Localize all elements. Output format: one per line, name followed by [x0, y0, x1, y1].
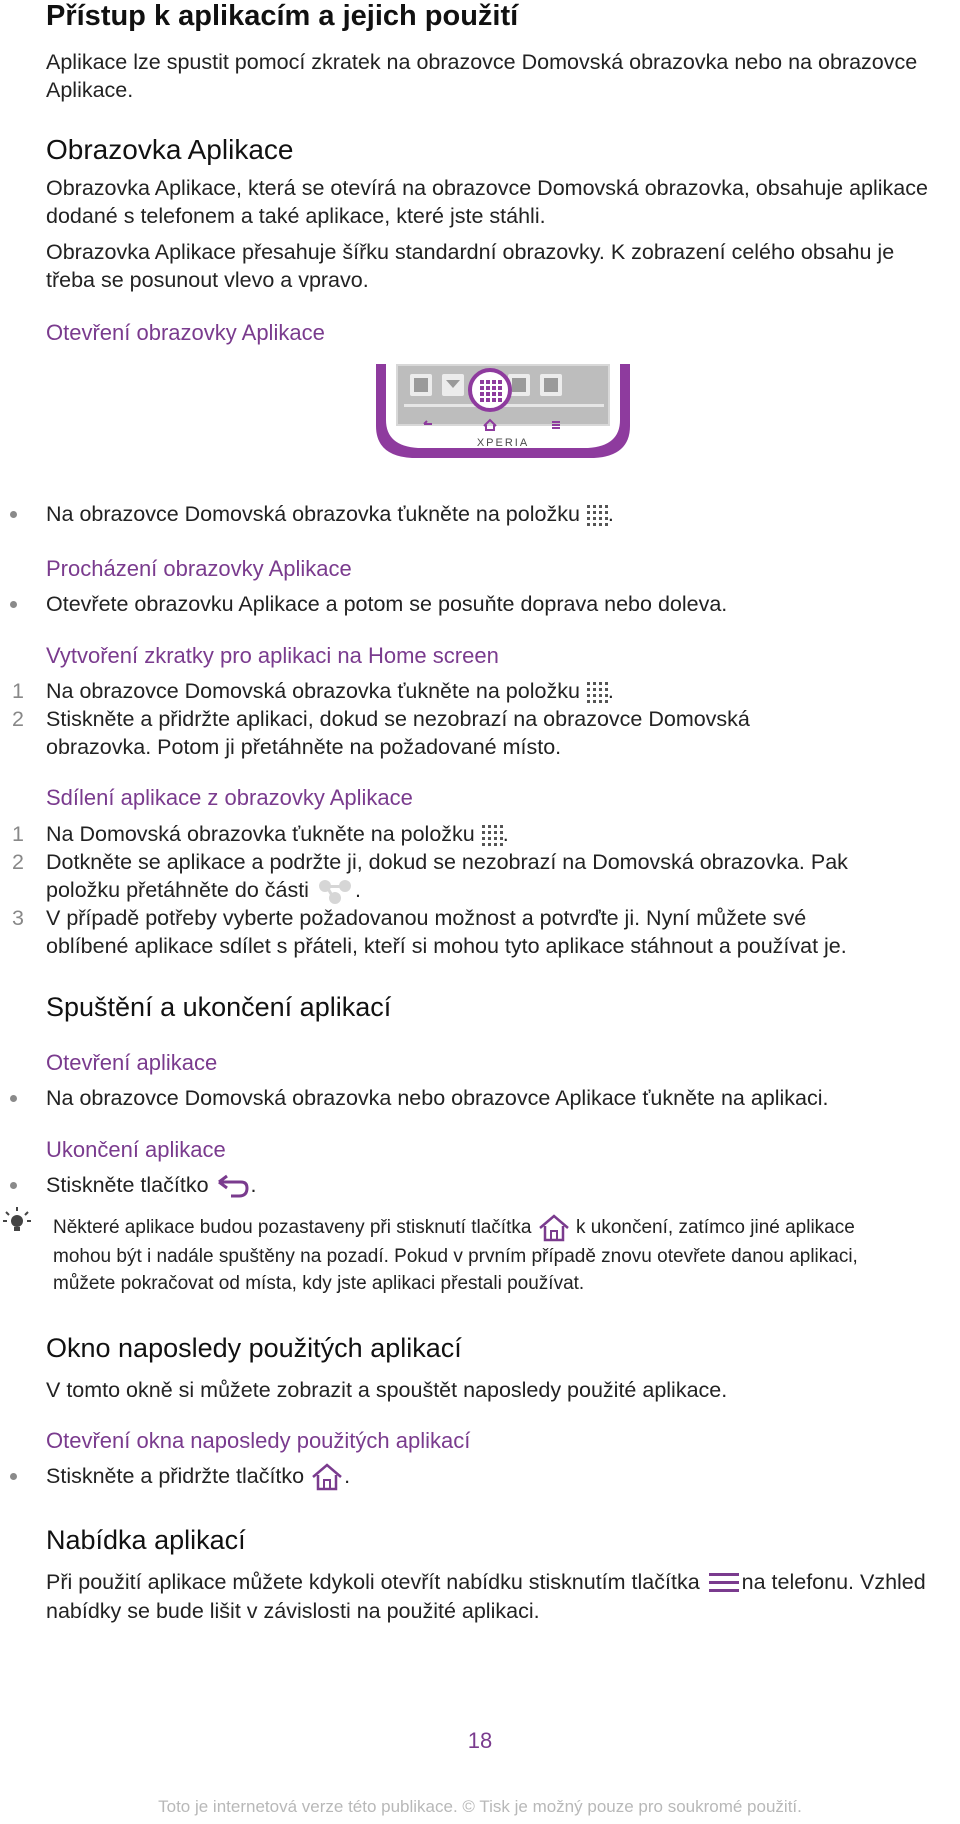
apps-grid-icon [481, 824, 503, 846]
open-app-subtitle: Otevření aplikace [46, 1050, 218, 1075]
section-intro: Aplikace lze spustit pomocí zkratek na obrazovce Domovská obrazovka nebo na obrazovce Aplikace. [46, 50, 918, 102]
home-icon [537, 1213, 571, 1243]
apps-grid-icon [586, 504, 608, 526]
recent-apps-desc: V tomto okně si můžete zobrazit a spouštět naposledy použité aplikace. [46, 1378, 728, 1402]
bullet [10, 1182, 17, 1189]
shortcut-step-1: 1 Na obrazovce Domovská obrazovka ťukněte na položku . [12, 679, 614, 703]
apps-screen-paragraph-2: Obrazovka Aplikace přesahuje šířku standardní obrazovky. K zobrazení celého obsahu je třeba se posunout vlevo a vpravo. [46, 240, 895, 292]
bullet [10, 601, 17, 608]
close-app-subtitle: Ukončení aplikace [46, 1137, 226, 1162]
phone-brand-label: XPERIA [476, 437, 530, 449]
phone-illustration [374, 364, 632, 474]
app-menu-title: Nabídka aplikací [46, 1525, 246, 1555]
home-icon [310, 1462, 344, 1492]
app-menu-paragraph: Při použití aplikace můžete kdykoli otevřít nabídku stisknutím tlačítka na telefonu. Vzhled nabídky se bude lišit v závislosti na použité aplikaci. [46, 1570, 926, 1624]
recent-apps-title: Okno naposledy použitých aplikací [46, 1333, 462, 1363]
open-apps-subtitle: Otevření obrazovky Aplikace [46, 320, 325, 345]
recent-apps-subtitle: Otevření okna naposledy použitých aplikací [46, 1428, 471, 1453]
menu-icon [706, 1569, 742, 1597]
bullet [10, 511, 17, 518]
share-icon [315, 876, 355, 906]
start-stop-title: Spuštění a ukončení aplikací [46, 992, 392, 1022]
tip-note: Některé aplikace budou pozastaveny při stisknutí tlačítka k ukončení, zatímco jiné aplikace mohou být i nadále spuštěny na pozadí. Pokud v prvním případě znovu otevřete danou aplikaci, můžete pokračovat od místa, kdy jste aplikaci přestali používat. [53, 1213, 953, 1297]
bullet [10, 1473, 17, 1480]
section-title-app-access: Přístup k aplikacím a jejich použití [46, 0, 519, 32]
share-step-3: 3 V případě potřeby vyberte požadovanou možnost a potvrďte ji. Nyní můžete své oblíbené aplikace sdílet s přáteli, kteří si mohou tyto aplikace stáhnout a používat je. [12, 906, 847, 958]
recent-apps-step: Stiskněte a přidržte tlačítko . [46, 1462, 946, 1492]
share-step-1: 1 Na Domovská obrazovka ťukněte na položku . [12, 822, 509, 846]
share-step-2: 2 Dotkněte se aplikace a podržte ji, dokud se nezobrazí na Domovská obrazovka. Pak položku přetáhněte do části . [46, 848, 946, 906]
shortcut-subtitle: Vytvoření zkratky pro aplikaci na Home screen [46, 643, 499, 668]
tip-lightbulb-icon [2, 1206, 32, 1236]
browse-apps-subtitle: Procházení obrazovky Aplikace [46, 556, 352, 581]
apps-screen-paragraph-1: Obrazovka Aplikace, která se otevírá na obrazovce Domovská obrazovka, obsahuje aplikace dodané s telefonem a také aplikace, které jste stáhli. [46, 176, 928, 228]
share-subtitle: Sdílení aplikace z obrazovky Aplikace [46, 785, 413, 810]
bullet [10, 1095, 17, 1102]
page-number: 18 [467, 1728, 493, 1753]
browse-apps-step: Otevřete obrazovku Aplikace a potom se posuňte doprava nebo doleva. [46, 590, 946, 618]
open-app-step: Na obrazovce Domovská obrazovka nebo obrazovce Aplikace ťukněte na aplikaci. [46, 1084, 946, 1112]
footer-note: Toto je internetová verze této publikace. © Tisk je možný pouze pro soukromé použití. [158, 1797, 802, 1816]
shortcut-step-2: 2 Stiskněte a přidržte aplikaci, dokud se nezobrazí na obrazovce Domovská obrazovka. Potom ji přetáhněte na požadované místo. [12, 707, 750, 759]
close-app-step: Stiskněte tlačítko . [46, 1171, 946, 1200]
open-apps-step: Na obrazovce Domovská obrazovka ťukněte na položku . [46, 500, 946, 528]
apps-screen-title: Obrazovka Aplikace [46, 134, 294, 165]
apps-grid-icon [586, 681, 608, 703]
back-icon [215, 1172, 251, 1200]
